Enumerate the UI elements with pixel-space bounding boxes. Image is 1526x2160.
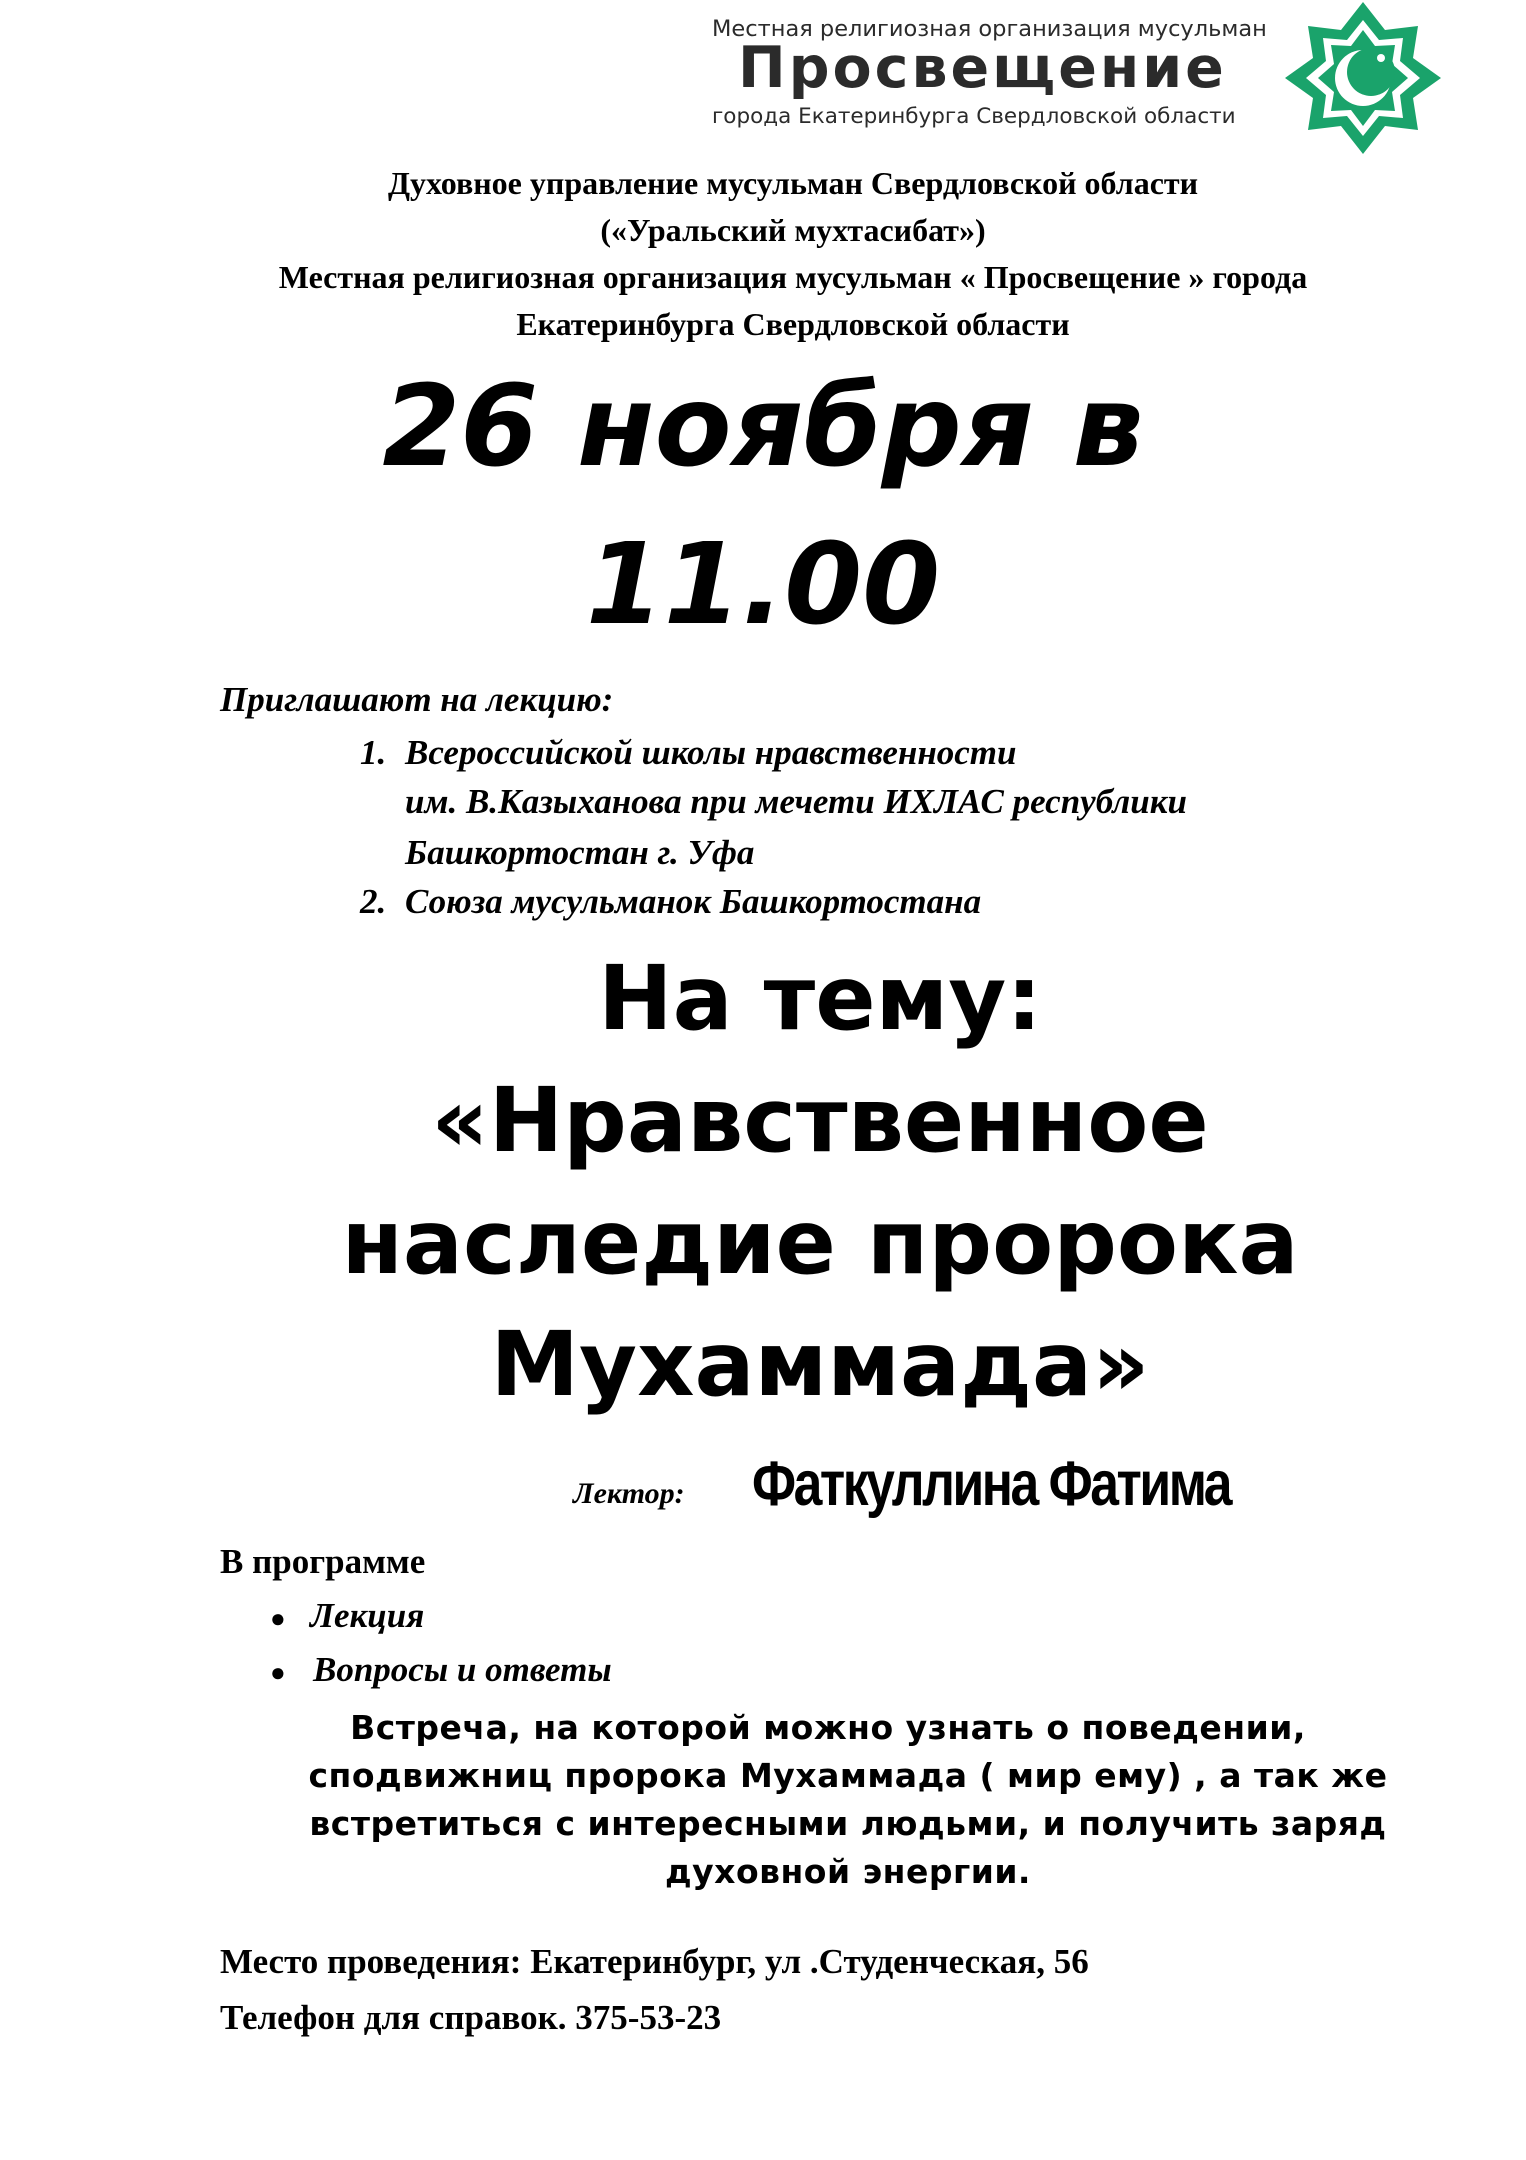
bullet-icon: ●	[270, 1658, 286, 1687]
list-item: Союза мусульманок Башкортостана	[405, 882, 982, 921]
list-item: им. В.Казыханова при мечети ИХЛАС республики	[405, 782, 1187, 821]
event-date: 26 ноября в	[382, 362, 1144, 492]
list-number: 1.	[360, 733, 387, 772]
invitation-title: Приглашают на лекцию:	[220, 680, 614, 719]
theme-title-line-1: «Нравственное	[431, 1068, 1209, 1172]
meeting-text-line-4: духовной энергии.	[665, 1852, 1031, 1891]
lecturer-label: Лектор:	[573, 1477, 685, 1510]
theme-heading: На тему:	[598, 946, 1042, 1050]
program-item: Лекция	[310, 1596, 425, 1635]
organizer-line-3: Местная религиозная организация мусульман « Просвещение » города	[278, 259, 1308, 295]
logo-city-line: города Екатеринбурга Свердловской области	[712, 104, 1236, 129]
logo-title: Просвещение	[738, 35, 1227, 101]
organizer-line-1: Духовное управление мусульман Свердловской области	[387, 165, 1199, 201]
venue-text: Место проведения: Екатеринбург, ул .Студенческая, 56	[220, 1942, 1089, 1981]
meeting-text-line-3: встретиться с интересными людьми, и получить заряд	[309, 1804, 1387, 1843]
meeting-text-line-2: сподвижниц пророка Мухаммада ( мир ему) , а так же	[308, 1756, 1388, 1795]
organizer-line-4: Екатеринбурга Свердловской области	[516, 306, 1070, 342]
program-item: Вопросы и ответы	[313, 1650, 612, 1689]
logo-org-line: Местная религиозная организация мусульман	[712, 16, 1267, 42]
theme-title-line-3: Мухаммада»	[490, 1312, 1150, 1416]
theme-title-line-2: наследие пророка	[341, 1190, 1299, 1294]
list-item: Башкортостан г. Уфа	[405, 833, 755, 872]
lecturer-name: Фаткуллина Фатима	[752, 1449, 1231, 1519]
meeting-text-line-1: Встреча, на которой можно узнать о поведении,	[350, 1708, 1306, 1747]
list-item: Всероссийской школы нравственности	[405, 733, 1017, 772]
phone-text: Телефон для справок. 375-53-23	[220, 1998, 722, 2037]
bullet-icon: ●	[270, 1604, 286, 1633]
star-crescent-emblem-icon	[1278, 0, 1448, 156]
organizer-line-2: («Уральский мухтасибат»)	[600, 212, 986, 248]
program-title: В программе	[220, 1542, 426, 1581]
event-time: 11.00	[585, 520, 941, 650]
list-number: 2.	[360, 882, 387, 921]
